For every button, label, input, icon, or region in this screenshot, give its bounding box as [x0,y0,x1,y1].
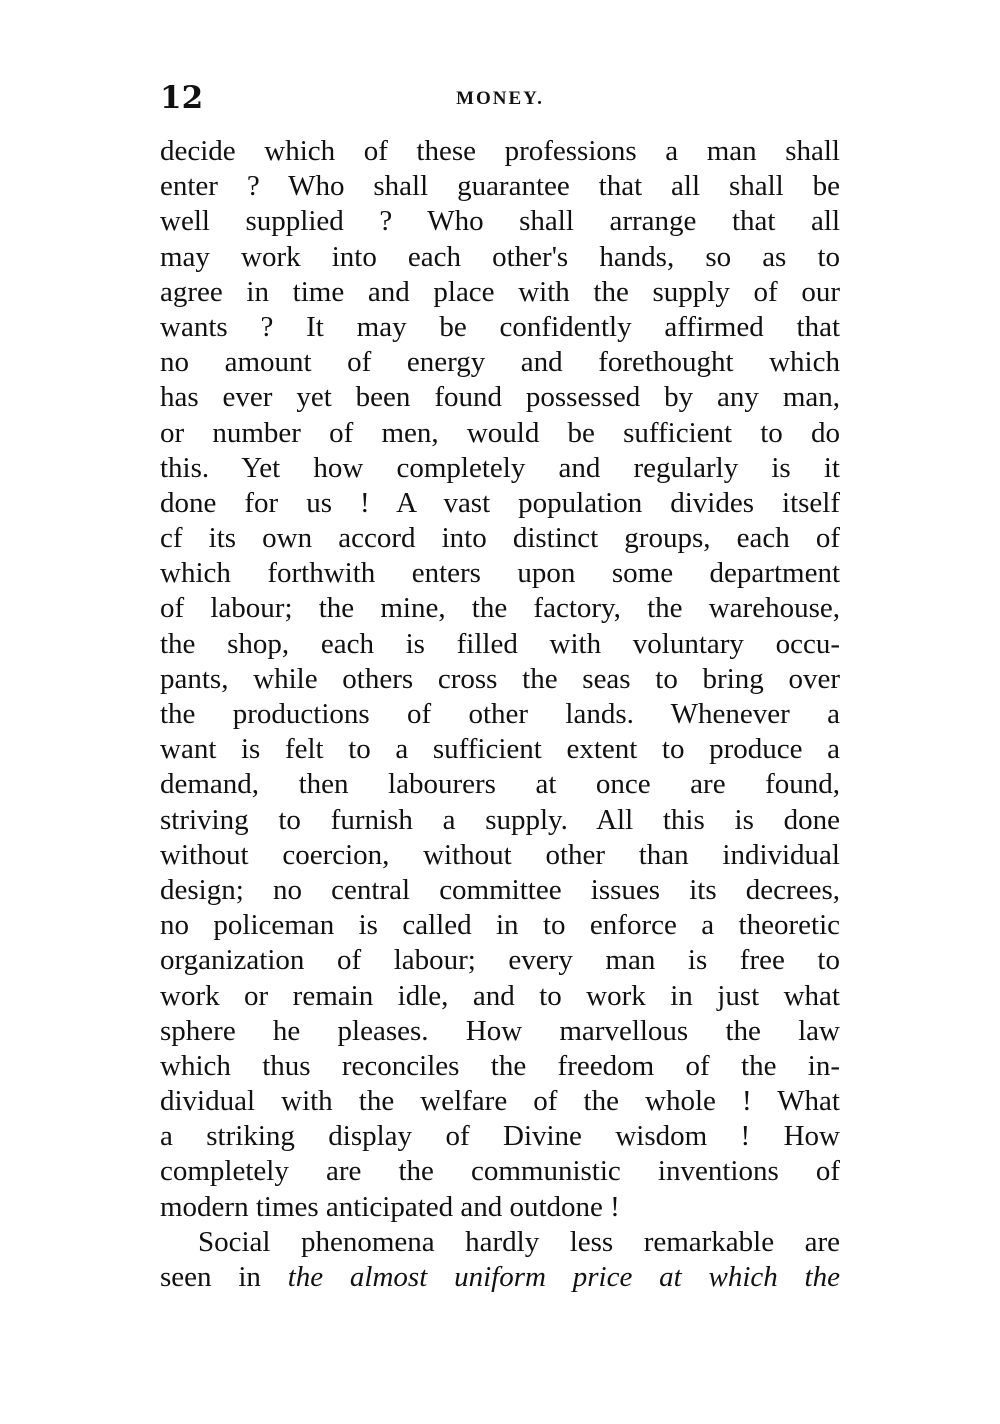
text-line-mixed [160,1260,840,1295]
text-line: has ever yet been found possessed by any man, [160,381,840,414]
text-line: or number of men, would be sufficient to do [160,416,840,449]
text-line: the productions of other lands. Whenever a [160,698,840,730]
text-line: wants ? It may be confidently affirmed that [160,310,840,343]
text-line: without coercion, without other than individual [160,838,840,871]
text-line: no amount of energy and forethought which [160,346,840,379]
text-line: modern times anticipated and outdone ! [160,1190,620,1223]
page-number: 12 [160,80,204,116]
running-head [160,78,840,118]
text-line: enter ? Who shall guarantee that all shall be [160,170,840,203]
text-line: agree in time and place with the supply of our [160,275,840,308]
text-line: work or remain idle, and to work in just what [160,979,840,1012]
paragraph-2 [160,1225,840,1295]
text-line: decide which of these professions a man shall [160,135,840,167]
text-line: this. Yet how completely and regularly is it [160,451,840,484]
text-line: organization of labour; every man is free to [160,944,840,977]
text-line: the shop, each is filled with voluntary occu- [160,627,840,660]
text-line: sphere he pleases. How marvellous the law [160,1014,840,1047]
text-line: well supplied ? Who shall arrange that all [160,205,840,238]
text-line-italic-part: the almost uniform price at which the [287,1261,840,1293]
text-line: a striking display of Divine wisdom ! How [160,1120,840,1153]
text-line: cf its own accord into distinct groups, each of [160,522,840,555]
text-line: completely are the communistic inventions of [160,1155,840,1188]
text-line: want is felt to a sufficient extent to produce a [160,733,840,766]
text-line: which forthwith enters upon some department [160,557,840,590]
text-line: Social phenomena hardly less remarkable are [198,1225,840,1258]
text-line-plain-part: seen in [160,1261,261,1293]
text-line: no policeman is called in to enforce a theoretic [160,909,840,942]
text-line: dividual with the welfare of the whole ! What [160,1085,840,1118]
text-line: demand, then labourers at once are found, [160,768,840,801]
text-line: design; no central committee issues its decrees, [160,873,840,906]
body-text [160,134,840,1295]
text-line: may work into each other's hands, so as to [160,240,840,273]
running-title: MONEY. [456,88,544,109]
text-line: which thus reconciles the freedom of the in- [160,1049,840,1082]
text-line: of labour; the mine, the factory, the warehouse, [160,592,840,625]
text-line: done for us ! A vast population divides itself [160,486,840,519]
text-line: pants, while others cross the seas to bring over [160,662,840,695]
text-line: striving to furnish a supply. All this is done [160,803,840,836]
paragraph-1 [160,134,840,1225]
